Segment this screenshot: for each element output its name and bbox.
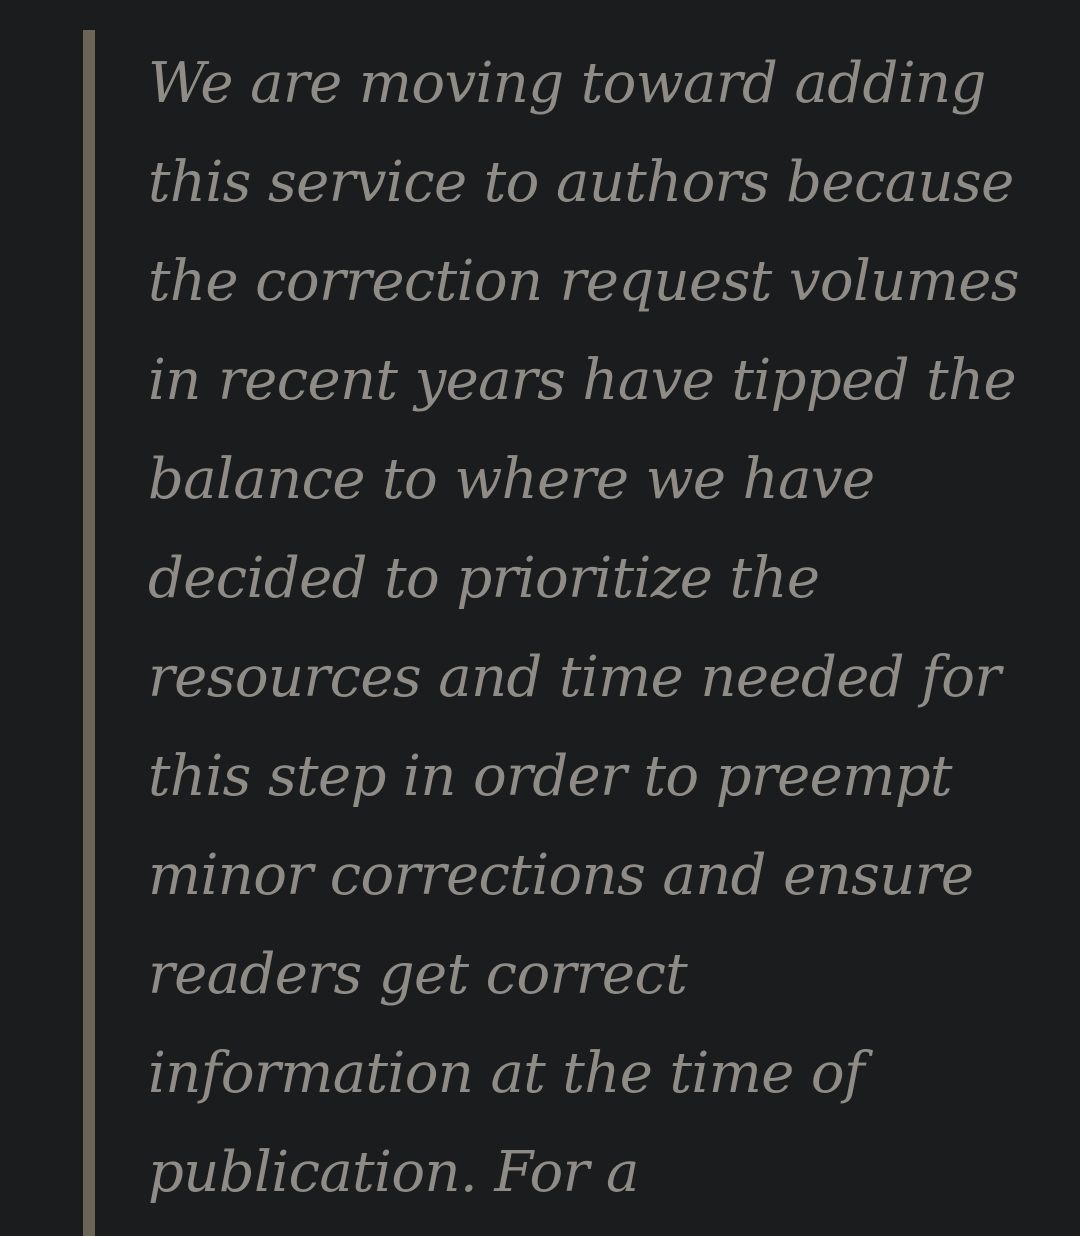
blockquote <box>148 34 1048 1222</box>
blockquote-line: this step in order to preempt <box>148 744 952 809</box>
blockquote-line: publication. For a <box>148 1140 639 1205</box>
blockquote-line: in recent years have tipped the <box>148 348 1017 413</box>
blockquote-line: balance to where we have <box>148 447 875 512</box>
blockquote-line: resources and time needed for <box>148 645 1001 710</box>
blockquote-line: readers get correct <box>148 942 688 1007</box>
blockquote-line: We are moving toward adding <box>148 51 986 116</box>
blockquote-line: minor corrections and ensure <box>148 843 974 908</box>
blockquote-border <box>83 30 95 1236</box>
blockquote-line: the correction request volumes <box>148 249 1019 314</box>
blockquote-line: this service to authors because <box>148 150 1014 215</box>
blockquote-line: information at the time of <box>148 1041 865 1106</box>
blockquote-line: decided to prioritize the <box>148 546 820 611</box>
